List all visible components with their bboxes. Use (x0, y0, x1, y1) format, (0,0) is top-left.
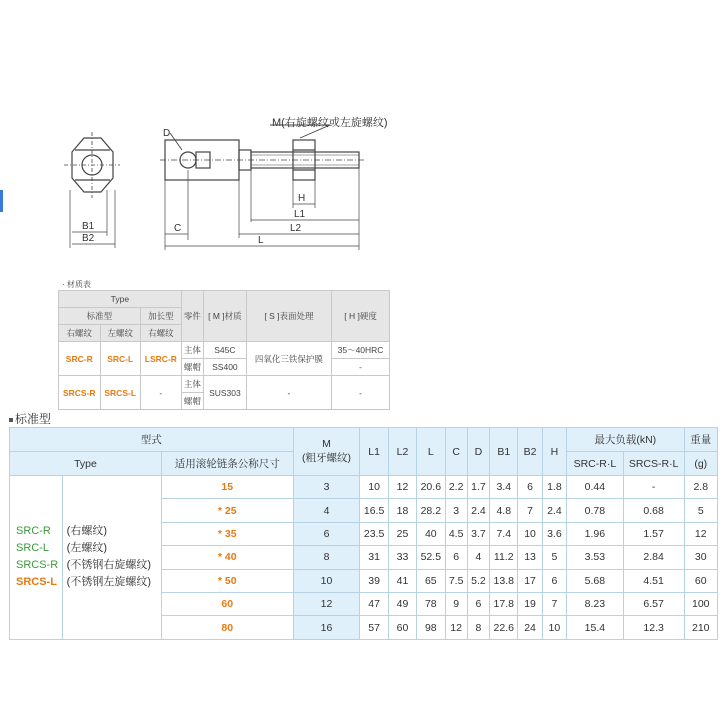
h-value: 2.4 (542, 499, 566, 522)
l1-value: 23.5 (360, 522, 388, 545)
l1-value: 16.5 (360, 499, 388, 522)
l-value: 52.5 (417, 546, 445, 569)
weight-value: 210 (684, 616, 718, 639)
mat-material: SS400 (204, 359, 247, 376)
src-load: 0.44 (567, 476, 624, 499)
label-l1: L1 (294, 209, 306, 220)
src-load: 3.53 (567, 546, 624, 569)
src-load: 5.68 (567, 569, 624, 592)
chain-size: 80 (161, 616, 293, 639)
max-load-header: 最大负载(kN) (567, 428, 684, 452)
b1-header: B1 (490, 428, 518, 476)
l2-value: 33 (388, 546, 416, 569)
h-header: H (542, 428, 566, 476)
d-value: 4 (467, 546, 489, 569)
l1-value: 57 (360, 616, 388, 639)
b2-header: B2 (518, 428, 542, 476)
technical-drawing (0, 0, 728, 280)
type-desc-cell (62, 476, 161, 640)
b1-value: 11.2 (490, 546, 518, 569)
l-value: 28.2 (417, 499, 445, 522)
standard-spec-table (9, 427, 718, 640)
type-desc: (不锈钢左旋螺纹) (66, 576, 151, 589)
label-l2: L2 (290, 223, 302, 234)
l2-value: 60 (388, 616, 416, 639)
mat-surface: - (246, 376, 331, 410)
mat-material: SUS303 (204, 376, 247, 410)
mat-surface-header: [ S ]表面处理 (246, 291, 331, 342)
srcs-load: 0.68 (623, 499, 684, 522)
chain-size: * 50 (161, 569, 293, 592)
weight-value: 60 (684, 569, 718, 592)
l-value: 98 (417, 616, 445, 639)
d-value: 3.7 (467, 522, 489, 545)
c-value: 9 (445, 592, 467, 615)
l1-value: 10 (360, 476, 388, 499)
l-value: 65 (417, 569, 445, 592)
c-value: 3 (445, 499, 467, 522)
d-value: 2.4 (467, 499, 489, 522)
h-value: 3.6 (542, 522, 566, 545)
l2-value: 49 (388, 592, 416, 615)
l2-value: 25 (388, 522, 416, 545)
srcs-load: 1.57 (623, 522, 684, 545)
mat-hardness: - (332, 359, 390, 376)
h-value: 5 (542, 546, 566, 569)
material-caption: · 材质表 (62, 280, 91, 289)
l2-header: L2 (388, 428, 416, 476)
b2-value: 10 (518, 522, 542, 545)
label-l: L (258, 235, 264, 246)
src-rl-header: SRC-R·L (567, 452, 624, 476)
mat-hardness: - (332, 376, 390, 410)
l-value: 78 (417, 592, 445, 615)
label-c: C (174, 223, 182, 234)
mat-part: 主体 (181, 342, 203, 359)
model-header: 型式 (10, 428, 294, 452)
standard-caption-text: 标准型 (15, 412, 52, 426)
chain-size: * 25 (161, 499, 293, 522)
type-desc: (右螺纹) (66, 525, 107, 538)
label-d: D (163, 128, 171, 139)
src-load: 1.96 (567, 522, 624, 545)
mat-code: SRCS-R (59, 376, 101, 410)
m-value: 4 (293, 499, 360, 522)
mat-surface: 四氧化三铁保护膜 (246, 342, 331, 376)
type-codes-cell (10, 476, 63, 640)
weight-value: 30 (684, 546, 718, 569)
m-value: 12 (293, 592, 360, 615)
mat-part: 螺帽 (181, 359, 203, 376)
b1-value: 3.4 (490, 476, 518, 499)
mat-extended-header: 加长型 (140, 308, 181, 325)
b2-value: 19 (518, 592, 542, 615)
srcs-load: - (623, 476, 684, 499)
l1-value: 47 (360, 592, 388, 615)
weight-header: 重量 (684, 428, 718, 452)
m-value: 10 (293, 569, 360, 592)
mat-code: SRC-R (59, 342, 101, 376)
weight-value: 100 (684, 592, 718, 615)
l1-header: L1 (360, 428, 388, 476)
mat-left-thread: 左螺纹 (100, 325, 140, 342)
d-value: 5.2 (467, 569, 489, 592)
h-value: 10 (542, 616, 566, 639)
d-value: 6 (467, 592, 489, 615)
label-h: H (298, 193, 306, 204)
m-value: 16 (293, 616, 360, 639)
h-value: 6 (542, 569, 566, 592)
m-value: 3 (293, 476, 360, 499)
mat-type-header: Type (59, 291, 182, 308)
l-value: 40 (417, 522, 445, 545)
d-value: 8 (467, 616, 489, 639)
weight-unit-header: (g) (684, 452, 718, 476)
b1-value: 22.6 (490, 616, 518, 639)
mat-code: - (140, 376, 181, 410)
material-table (58, 290, 390, 410)
chain-size: 15 (161, 476, 293, 499)
label-b1: B1 (82, 221, 95, 232)
mat-hardness: 35～40HRC (332, 342, 390, 359)
b1-value: 7.4 (490, 522, 518, 545)
type-code: SRCS-R (16, 559, 59, 572)
type-code: SRC-L (16, 542, 50, 555)
standard-caption (9, 410, 51, 427)
type-code: SRC-R (16, 525, 51, 538)
mat-part-header: 零件 (181, 291, 203, 342)
type-desc: (左螺纹) (66, 542, 107, 555)
b1-value: 4.8 (490, 499, 518, 522)
d-value: 1.7 (467, 476, 489, 499)
bullet-square-icon (9, 418, 13, 422)
l2-value: 18 (388, 499, 416, 522)
mat-hardness-header: [ H ]硬度 (332, 291, 390, 342)
mat-right-thread: 右螺纹 (59, 325, 101, 342)
c-value: 4.5 (445, 522, 467, 545)
srcs-load: 12.3 (623, 616, 684, 639)
m-header (293, 428, 360, 476)
l-value: 20.6 (417, 476, 445, 499)
m-value: 6 (293, 522, 360, 545)
h-value: 1.8 (542, 476, 566, 499)
srcs-load: 6.57 (623, 592, 684, 615)
src-load: 8.23 (567, 592, 624, 615)
l1-value: 31 (360, 546, 388, 569)
mat-standard-header: 标准型 (59, 308, 141, 325)
b2-value: 7 (518, 499, 542, 522)
chain-size-header: 适用滚轮链条公称尺寸 (161, 452, 293, 476)
c-header: C (445, 428, 467, 476)
src-load: 15.4 (567, 616, 624, 639)
b2-value: 6 (518, 476, 542, 499)
weight-value: 5 (684, 499, 718, 522)
c-value: 2.2 (445, 476, 467, 499)
m-header-sub: (粗牙螺纹) (302, 452, 351, 464)
chain-size: * 40 (161, 546, 293, 569)
b2-value: 24 (518, 616, 542, 639)
mat-code: LSRC-R (140, 342, 181, 376)
l2-value: 12 (388, 476, 416, 499)
mat-material-header: [ M ]材质 (204, 291, 247, 342)
chain-size: * 35 (161, 522, 293, 545)
mat-code: SRC-L (100, 342, 140, 376)
srcs-load: 2.84 (623, 546, 684, 569)
l2-value: 41 (388, 569, 416, 592)
mat-code: SRCS-L (100, 376, 140, 410)
mat-part: 主体 (181, 376, 203, 393)
src-load: 0.78 (567, 499, 624, 522)
mat-part: 螺帽 (181, 393, 203, 410)
weight-value: 12 (684, 522, 718, 545)
b2-value: 17 (518, 569, 542, 592)
l1-value: 39 (360, 569, 388, 592)
mat-right-thread-ext: 右螺纹 (140, 325, 181, 342)
b1-value: 17.8 (490, 592, 518, 615)
weight-value: 2.8 (684, 476, 718, 499)
c-value: 6 (445, 546, 467, 569)
mat-material: S45C (204, 342, 247, 359)
b2-value: 13 (518, 546, 542, 569)
srcs-rl-header: SRCS-R·L (623, 452, 684, 476)
b1-value: 13.8 (490, 569, 518, 592)
c-value: 12 (445, 616, 467, 639)
d-header: D (467, 428, 489, 476)
type-code: SRCS-L (16, 576, 57, 589)
l-header: L (417, 428, 445, 476)
c-value: 7.5 (445, 569, 467, 592)
m-value: 8 (293, 546, 360, 569)
m-header-main: M (322, 438, 331, 450)
chain-size: 60 (161, 592, 293, 615)
srcs-load: 4.51 (623, 569, 684, 592)
label-b2: B2 (82, 233, 95, 244)
type-desc: (不锈钢右旋螺纹) (66, 559, 151, 572)
h-value: 7 (542, 592, 566, 615)
type-header: Type (10, 452, 162, 476)
label-m: M(右旋螺纹或左旋螺纹) (272, 117, 388, 129)
